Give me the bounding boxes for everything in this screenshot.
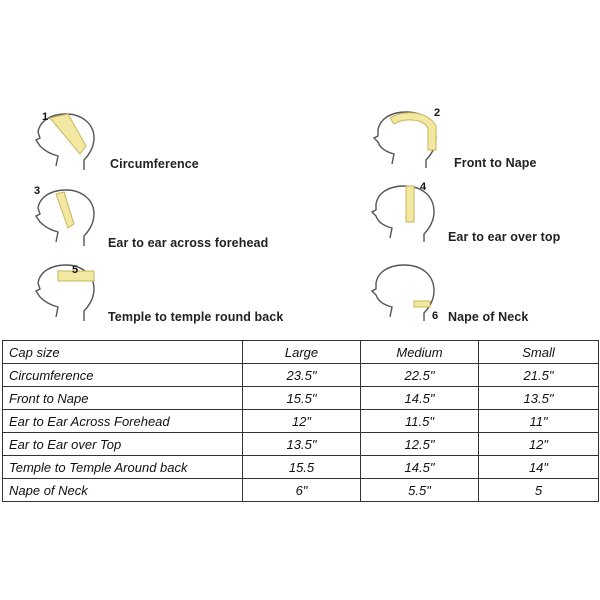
measurement-label: Ear to ear over top [448, 230, 561, 244]
measurement-front-to-nape [372, 106, 537, 172]
table-row [3, 456, 599, 479]
table-cell: 14" [479, 456, 599, 479]
measurement-circumference [28, 110, 199, 174]
table-cell: 11.5" [361, 410, 479, 433]
table-header-cell: Medium [361, 341, 479, 364]
table-cell: 22.5" [361, 364, 479, 387]
table-cell: 13.5" [243, 433, 361, 456]
head-ear-to-ear-top-icon [368, 178, 444, 244]
table-cell: Ear to Ear over Top [3, 433, 243, 456]
measurement-temple-to-temple [28, 258, 283, 324]
table-header-cell: Cap size [3, 341, 243, 364]
table-header-cell: Small [479, 341, 599, 364]
table-cell: 6" [243, 479, 361, 502]
measurement-number: 5 [72, 264, 79, 276]
table-row [3, 479, 599, 502]
measurement-number: 1 [42, 111, 49, 123]
measurement-label: Nape of Neck [448, 310, 529, 324]
table-cell: 21.5" [479, 364, 599, 387]
measurement-diagram [0, 100, 600, 335]
measurement-number: 2 [434, 107, 441, 119]
table-cell: 14.5" [361, 387, 479, 410]
table-header-cell: Large [243, 341, 361, 364]
cap-size-table [2, 340, 599, 502]
table-cell: 15.5" [243, 387, 361, 410]
head-front-to-nape-icon [372, 106, 452, 172]
measurement-ear-to-ear-top [368, 178, 560, 244]
table-row [3, 410, 599, 433]
table-row [3, 364, 599, 387]
measurement-ear-to-ear-forehead [28, 182, 268, 250]
table-cell: 23.5" [243, 364, 361, 387]
measurement-label: Front to Nape [454, 156, 537, 170]
table-cell: 13.5" [479, 387, 599, 410]
table-cell: 5.5" [361, 479, 479, 502]
table-cell: Circumference [3, 364, 243, 387]
table-cell: 5 [479, 479, 599, 502]
table-cell: 12" [243, 410, 361, 433]
table-cell: 14.5" [361, 456, 479, 479]
measurement-label: Temple to temple round back [108, 310, 284, 324]
measurement-number: 4 [420, 181, 427, 193]
head-ear-to-ear-forehead-icon [28, 184, 104, 248]
head-temple-to-temple-icon [28, 259, 104, 323]
table-row [3, 433, 599, 456]
table-cell: Front to Nape [3, 387, 243, 410]
head-nape-of-neck-icon [368, 259, 444, 323]
measurement-label: Circumference [110, 157, 199, 171]
table-cell: Ear to Ear Across Forehead [3, 410, 243, 433]
table-row [3, 387, 599, 410]
table-header-row [3, 341, 599, 364]
measurement-label: Ear to ear across forehead [108, 236, 269, 250]
table-cell: 15.5 [243, 456, 361, 479]
measurement-nape-of-neck [368, 258, 528, 324]
head-circumference-icon [28, 110, 104, 174]
measurement-number: 6 [432, 310, 439, 322]
table-cell: Nape of Neck [3, 479, 243, 502]
table-cell: 11" [479, 410, 599, 433]
table-cell: Temple to Temple Around back [3, 456, 243, 479]
table-cell: 12" [479, 433, 599, 456]
table-cell: 12.5" [361, 433, 479, 456]
measurement-number: 3 [34, 185, 41, 197]
